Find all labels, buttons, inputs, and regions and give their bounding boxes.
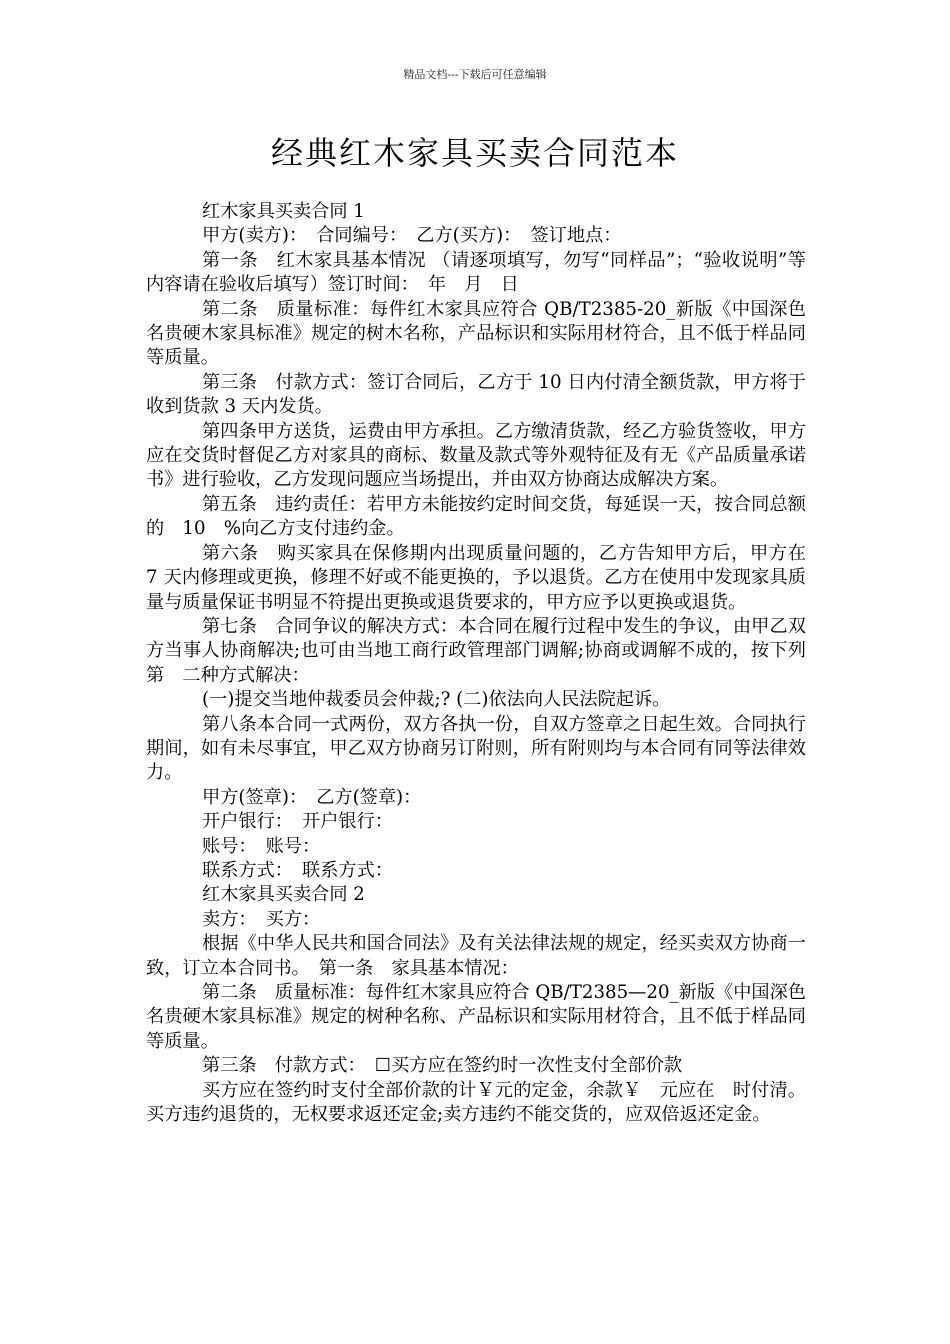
signature-line: 甲方(签章)： 乙方(签章)： <box>202 786 422 808</box>
clause-8: 第八条本合同一式两份，双方各执一份，自双方签章之日起生效。合同执行期间，如有未尽事宜，甲乙双方协商另订附则，所有附则均与本合同有同等法律效力。 <box>146 713 806 784</box>
clause-4: 第四条甲方送货，运费由甲方承担。乙方缴清货款，经乙方验货签收，甲方应在交货时督促乙方对家具的商标、数量及款式等外观特征及有无《产品质量承诺书》进行验收，乙方发现问题应当场提出，并由双方协商达成解决方案。 <box>146 420 806 491</box>
preamble: 根据《中华人民共和国合同法》及有关法律法规的规定，经买卖双方协商一致，订立本合同书。 第一条 家具基本情况： <box>146 933 806 979</box>
clause-5: 第五条 违约责任：若甲方未能按约定时间交货，每延误一天，按合同总额的 10 %向乙方支付违约金。 <box>146 493 806 540</box>
clause-2: 第二条 质量标准：每件红木家具应符合 QB/T2385-20_新版《中国深色名贵硬木家具标准》规定的树木名称，产品标识和实际用材符合，且不低于样品同等质量。 <box>146 298 806 369</box>
clause-3: 第三条 付款方式：签订合同后，乙方于 10 日内付清全额货款，甲方将于收到货款 3 天内发货。 <box>146 371 806 418</box>
contract-2-heading: 红木家具买卖合同 2 <box>202 884 365 906</box>
clause-6: 第六条 购买家具在保修期内出现质量问题的，乙方告知甲方后，甲方在 7 天内修理或更换，修理不好或不能更换的，予以退货。乙方在使用中发现家具质量与质量保证书明显不符提出更换或退货要求的，甲方应予以更换或退货。 <box>146 542 825 613</box>
seller-buyer-line: 卖方： 买方： <box>202 908 321 930</box>
document-title: 经典红木家具买卖合同范本 <box>270 134 679 172</box>
contact-line: 联系方式： 联系方式： <box>202 859 393 881</box>
document-body <box>146 200 825 1127</box>
deposit-terms: 买方应在签约时支付全部价款的计￥元的定金，余款￥ 元应在 时付清。买方违约退货的，无权要求返还定金;卖方违约不能交货的，应双倍返还定金。 <box>146 1079 806 1126</box>
clause-7: 第七条 合同争议的解决方式：本合同在履行过程中发生的争议，由甲乙双方当事人协商解决;也可由当地工商行政管理部门调解;协商或调解不成的，按下列第 二种方式解决： <box>146 615 806 686</box>
parties-line: 甲方(卖方)： 合同编号： 乙方(买方)： 签订地点： <box>202 225 622 247</box>
contract-2-clause-2: 第二条 质量标准：每件红木家具应符合 QB/T2385—20_新版《中国深色名贵硬木家具标准》规定的树种名称、产品标识和实际用材符合，且不低于样品同等质量。 <box>146 982 806 1052</box>
contract-1-heading: 红木家具买卖合同 1 <box>202 201 365 222</box>
clause-7-options: (一)提交当地仲裁委员会仲裁;? (二)依法向人民法院起诉。 <box>202 689 671 711</box>
bank-line: 开户银行： 开户银行： <box>202 811 393 833</box>
account-line: 账号： 账号： <box>202 835 321 857</box>
contract-2-clause-3: 第三条 付款方式： ☐买方应在签约时一次性支付全部价款 <box>202 1055 683 1077</box>
clause-1: 第一条 红木家具基本情况 （请逐项填写，勿写“同样品”；“验收说明”等内容请在验收后填写）签订时间： 年 月 日 <box>146 249 806 296</box>
page-header: 精品文档---下载后可任意编辑 <box>403 68 547 81</box>
